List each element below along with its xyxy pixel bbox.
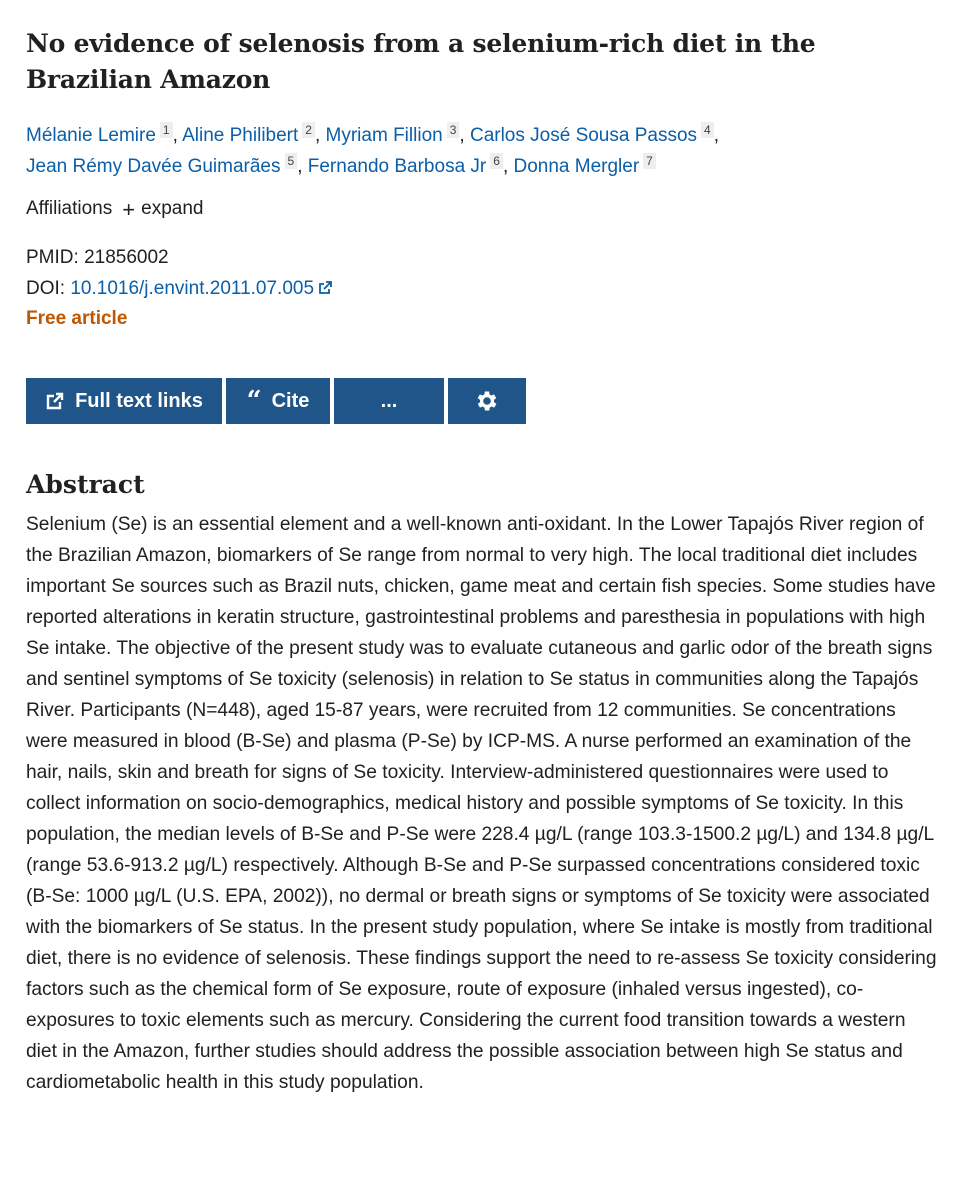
author-item [308, 156, 508, 177]
quote-icon: “ [246, 386, 262, 416]
author-item [470, 125, 719, 146]
author-link[interactable]: Mélanie Lemire [26, 125, 156, 146]
author-link[interactable]: Fernando Barbosa Jr [307, 156, 487, 177]
affiliation-number[interactable]: 1 [160, 122, 173, 138]
cite-button[interactable] [226, 378, 330, 424]
display-options-button[interactable] [448, 378, 526, 424]
affiliation-number[interactable]: 2 [302, 122, 315, 138]
author-link[interactable]: Jean Rémy Davée Guimarães [26, 156, 281, 177]
author-item [514, 156, 656, 177]
cite-label: Cite [271, 389, 310, 412]
pmid-label: PMID: [26, 247, 79, 268]
author-separator: , [459, 125, 465, 146]
author-link[interactable]: Aline Philibert [182, 125, 299, 146]
external-link-icon [45, 391, 65, 411]
author-separator: , [172, 125, 178, 146]
doi-row [26, 273, 940, 304]
affiliation-number[interactable]: 3 [447, 122, 460, 138]
identifiers [26, 242, 940, 304]
doi-value: 10.1016/j.envint.2011.07.005 [70, 278, 315, 299]
affiliations-label: Affiliations [26, 198, 113, 219]
author-separator: , [502, 156, 509, 177]
author-separator: , [297, 156, 303, 177]
article-title: No evidence of selenosis from a selenium-rich diet in the Brazilian Amazon [26, 29, 816, 94]
external-link-icon [317, 280, 333, 296]
full-text-links-label: Full text links [75, 389, 203, 412]
author-item [326, 125, 465, 146]
author-item [26, 156, 302, 177]
abstract-heading: Abstract [26, 470, 145, 499]
author-list [26, 120, 940, 182]
affiliation-number[interactable]: 4 [701, 122, 714, 138]
article-toolbar [26, 378, 940, 424]
expand-label: expand [141, 198, 204, 219]
author-separator: , [713, 125, 719, 146]
gear-icon [474, 388, 500, 414]
affiliations-expand-toggle[interactable] [122, 198, 203, 220]
full-text-links-button[interactable] [26, 378, 222, 424]
affiliation-number[interactable]: 6 [490, 153, 503, 169]
author-separator: , [314, 125, 321, 146]
affiliations-row [26, 198, 940, 220]
abstract-text: Selenium (Se) is an essential element and a well-known anti-oxidant. In the Lower Tapajós River region of the Brazilian Amazon, biomarkers of Se range from normal to very high. The local traditional diet includes important Se sources such as Brazil nuts, chicken, game meat and certain fish species. Some studies have reported alterations in keratin structure, gastrointestinal problems and paresthesia in populations with high Se intake. The objective of the present study was to evaluate cutaneous and garlic odor of the breath signs and sentinel symptoms of Se toxicity (selenosis) in relation to Se status in communities along the Tapajós River. Participants (N=448), aged 15-87 years, were recruited from 12 communities. Se concentrations were measured in blood (B-Se) and plasma (P-Se) by ICP-MS. A nurse performed an examination of the hair, nails, skin and breath for signs of Se toxicity. Interview-administered questionnaires were used to collect information on socio-demographics, medical history and possible symptoms of Se toxicity. In this population, the median levels of B-Se and P-Se were 228.4 µg/L (range 103.3-1500.2 µg/L) and 134.8 µg/L (range 53.6-913.2 µg/L) respectively. Although B-Se and P-Se surpassed concentrations considered toxic (B-Se: 1000 µg/L (U.S. EPA, 2002)), no dermal or breath signs or symptoms of Se toxicity were associated with the biomarkers of Se status. In the present study population, where Se intake is mostly from traditional diet, there is no evidence of selenosis. These findings support the need to re-assess Se toxicity considering factors such as the chemical form of Se exposure, route of exposure (inhaled versus ingested), co-exposures to toxic elements such as mercury. Considering the current food transition towards a western diet in the Amazon, further studies should address the possible association between high Se status and cardiometabolic health in this study population. [26, 514, 937, 1093]
author-item [182, 125, 320, 146]
affiliation-number[interactable]: 7 [643, 153, 656, 169]
affiliation-number[interactable]: 5 [285, 153, 298, 169]
author-link[interactable]: Myriam Fillion [325, 125, 443, 146]
author-item [26, 125, 178, 146]
doi-link[interactable] [70, 278, 333, 299]
author-link[interactable]: Carlos José Sousa Passos [469, 125, 698, 146]
free-article-badge: Free article [26, 308, 128, 329]
pmid-value: 21856002 [84, 247, 169, 268]
more-actions-button[interactable]: ... [334, 378, 444, 424]
pmid-row [26, 242, 940, 273]
author-link[interactable]: Donna Mergler [513, 156, 640, 177]
plus-icon: + [122, 196, 136, 222]
doi-label: DOI: [26, 278, 66, 299]
